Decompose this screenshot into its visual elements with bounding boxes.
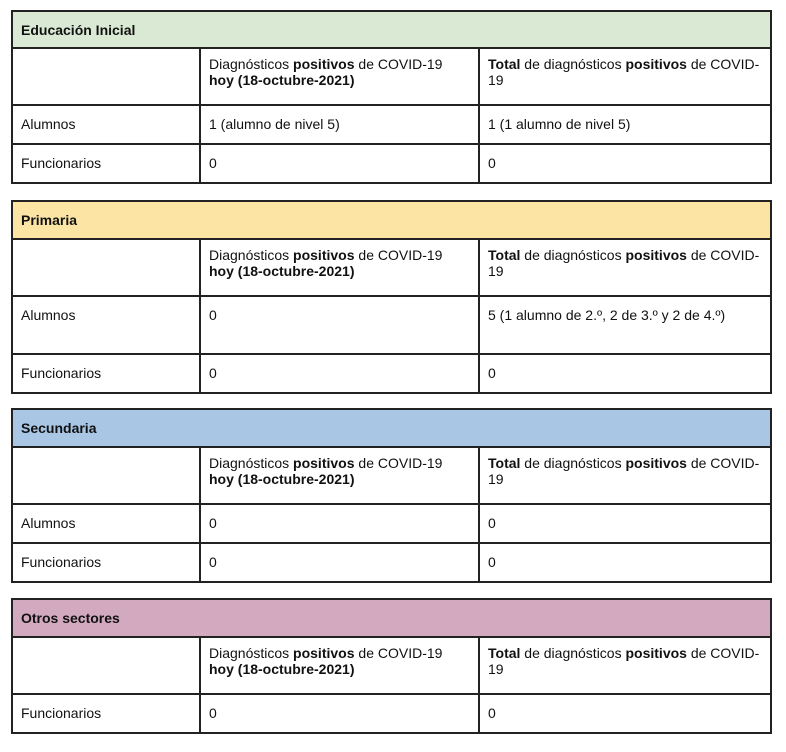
cell-total: 0 — [479, 504, 771, 543]
column-header-row — [12, 447, 771, 504]
section-header-fill — [200, 409, 771, 447]
section-title: Otros sectores — [12, 599, 200, 637]
table-primaria — [11, 200, 772, 394]
table-otros-sectores — [11, 598, 772, 734]
row-label: Funcionarios — [12, 354, 200, 393]
cell-total: 0 — [479, 543, 771, 582]
table-row — [12, 144, 771, 183]
cell-today: 0 — [200, 296, 479, 354]
table-row — [12, 504, 771, 543]
row-label: Alumnos — [12, 504, 200, 543]
table-row — [12, 694, 771, 733]
section-title: Primaria — [12, 201, 200, 239]
row-label: Funcionarios — [12, 144, 200, 183]
cell-today: 1 (alumno de nivel 5) — [200, 105, 479, 144]
table-row — [12, 354, 771, 393]
row-label: Funcionarios — [12, 543, 200, 582]
column-header-total: Total de diagnósticos positivos de COVID-19 — [479, 48, 771, 105]
column-header-row — [12, 637, 771, 694]
column-header-total: Total de diagnósticos positivos de COVID-19 — [479, 637, 771, 694]
cell-total: 1 (1 alumno de nivel 5) — [479, 105, 771, 144]
column-header-today: Diagnósticos positivos de COVID-19 hoy (18-octubre-2021) — [200, 48, 479, 105]
section-header-fill — [200, 201, 771, 239]
column-header-row — [12, 239, 771, 296]
row-label: Funcionarios — [12, 694, 200, 733]
column-header-empty — [12, 48, 200, 105]
section-title: Educación Inicial — [12, 11, 200, 48]
table-educacion-inicial — [11, 10, 772, 184]
section-header-fill — [200, 599, 771, 637]
cell-today: 0 — [200, 354, 479, 393]
column-header-row — [12, 48, 771, 105]
column-header-empty — [12, 637, 200, 694]
cell-total: 5 (1 alumno de 2.º, 2 de 3.º y 2 de 4.º) — [479, 296, 771, 354]
row-label: Alumnos — [12, 296, 200, 354]
column-header-today: Diagnósticos positivos de COVID-19 hoy (18-octubre-2021) — [200, 447, 479, 504]
table-row — [12, 543, 771, 582]
cell-today: 0 — [200, 504, 479, 543]
column-header-today: Diagnósticos positivos de COVID-19 hoy (18-octubre-2021) — [200, 239, 479, 296]
column-header-empty — [12, 447, 200, 504]
column-header-total: Total de diagnósticos positivos de COVID-19 — [479, 239, 771, 296]
cell-total: 0 — [479, 694, 771, 733]
section-header-fill — [200, 11, 771, 48]
section-header-row — [12, 599, 771, 637]
table-secundaria — [11, 408, 772, 583]
section-title: Secundaria — [12, 409, 200, 447]
cell-today: 0 — [200, 543, 479, 582]
row-label: Alumnos — [12, 105, 200, 144]
cell-today: 0 — [200, 694, 479, 733]
column-header-today: Diagnósticos positivos de COVID-19 hoy (18-octubre-2021) — [200, 637, 479, 694]
section-header-row — [12, 11, 771, 48]
table-row — [12, 296, 771, 354]
cell-today: 0 — [200, 144, 479, 183]
column-header-empty — [12, 239, 200, 296]
section-header-row — [12, 201, 771, 239]
column-header-total: Total de diagnósticos positivos de COVID-19 — [479, 447, 771, 504]
cell-total: 0 — [479, 354, 771, 393]
cell-total: 0 — [479, 144, 771, 183]
table-row — [12, 105, 771, 144]
section-header-row — [12, 409, 771, 447]
